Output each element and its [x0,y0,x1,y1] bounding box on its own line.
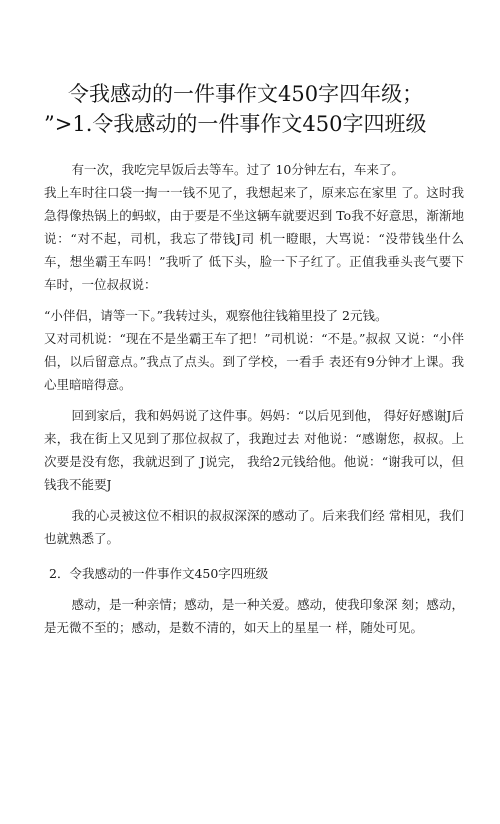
paragraph-5: 回到家后，我和妈妈说了这件事。妈妈：“以后见到他， 得好好感谢J后来，我在街上又见到了那位叔叔了，我跑过去 对他说：“感谢您，叔叔。上次要是没有您，我就迟到了 J说完， 我给2元钱给他。他说：“谢我可以，但钱我不能要J [44,408,464,492]
article-body [44,158,464,639]
title-line-2: ”>1.令我感动的一件事作文450字四班级 [44,112,427,136]
paragraph-4: 又对司机说：“现在不是坐霸王车了把！”司机说：“不是。”叔叔 又说：“小伴侣，以后留意点。”我点了点头。到了学校，一看手 表还有9分钟才上课。我心里暗暗得意。 [44,331,464,392]
title-line-1: 令我感动的一件事作文450字四年级； [68,82,424,106]
paragraph-7: 感动，是一种亲情；感动，是一种关爱。感动，使我印象深 刻；感动，是无微不至的；感动，是数不清的，如天上的星星一 样，随处可见。 [44,597,464,635]
section-heading-2: 2．令我感动的一件事作文450字四班级 [49,566,269,581]
paragraph-1: 有一次，我吃完早饭后去等车。过了 10分钟左右，车来了。 [71,162,404,177]
paragraph-2: 我上车时往口袋一掏一一钱不见了，我想起来了，原来忘在家里 了。这时我急得像热锅上的蚂蚁，由于要是不坐这辆车就要迟到 To我不好意思，渐渐地说：“对不起，司机，我忘了带钱J司 机一瞪眼，大骂说：“没带钱坐什么车，想坐霸王车吗！”我听了 低下头，脸一下子红了。正值我垂头丧气要下车时，一位叔叔说： [44,185,464,292]
paragraph-3: “小伴侣，请等一下。”我转过头，观察他往钱箱里投了 2元钱。 [44,308,388,323]
paragraph-6: 我的心灵被这位不相识的叔叔深深的感动了。后来我们经 常相见，我们也就熟悉了。 [44,508,464,546]
